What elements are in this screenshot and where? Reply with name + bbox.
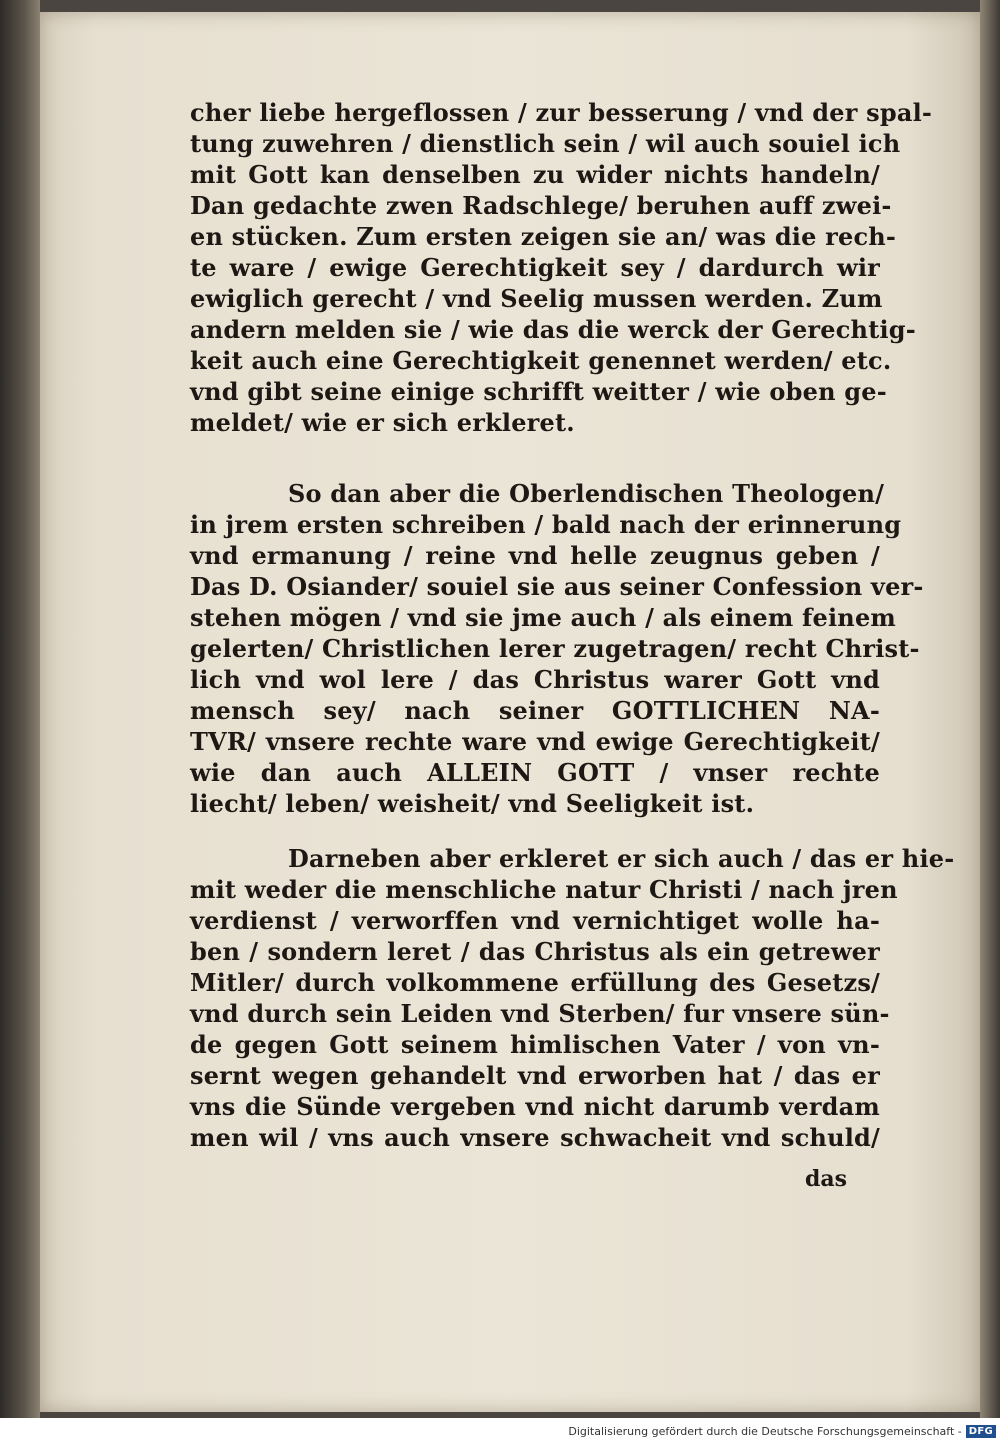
text-line: Dan gedachte zwen Radschlege/ beruhen auff zwei- xyxy=(190,191,892,220)
text-line: verdienst / verworffen vnd vernichtiget wolle ha- xyxy=(190,906,880,935)
text-line: wie dan auch ALLEIN GOTT / vnser rechte xyxy=(190,758,880,787)
text-line: sernt wegen gehandelt vnd erworben hat / das er xyxy=(190,1061,880,1090)
text-line: keit auch eine Gerechtigkeit genennet werden/ etc. xyxy=(190,346,892,375)
text-line: de gegen Gott seinem himlischen Vater / von vn- xyxy=(190,1030,880,1059)
paragraph-1 xyxy=(190,97,933,438)
text-line: meldet/ wie er sich erkleret. xyxy=(190,408,575,437)
text-line: mit Gott kan denselben zu wider nichts handeln/ xyxy=(190,160,880,189)
text-line: vnd durch sein Leiden vnd Sterben/ fur vnsere sün- xyxy=(190,999,890,1028)
book-edge xyxy=(980,0,1000,1418)
text-line: Darneben aber erkleret er sich auch / das er hie- xyxy=(288,844,955,873)
text-line: ben / sondern leret / das Christus als ein getrewer xyxy=(190,937,880,966)
book-gutter xyxy=(0,0,40,1418)
text-line: cher liebe hergeflossen / zur besserung / vnd der spal- xyxy=(190,98,933,127)
text-line: andern melden sie / wie das die werck der Gerechtig- xyxy=(190,315,916,344)
text-line: tung zuwehren / dienstlich sein / wil auch souiel ich xyxy=(190,129,901,158)
text-line: vns die Sünde vergeben vnd nicht darumb verdam xyxy=(190,1092,880,1121)
dfg-logo: DFG xyxy=(966,1425,996,1438)
text-line: liecht/ leben/ weisheit/ vnd Seeligkeit ist. xyxy=(190,789,755,818)
text-line: ewiglich gerecht / vnd Seelig mussen werden. Zum xyxy=(190,284,883,313)
digitization-credit xyxy=(0,1420,1000,1442)
text-line: So dan aber die Oberlendischen Theologen/ xyxy=(288,479,885,508)
paragraph-3 xyxy=(190,843,955,1153)
text-line: Das D. Osiander/ souiel sie aus seiner Confession ver- xyxy=(190,572,924,601)
text-line: lich vnd wol lere / das Christus warer Gott vnd xyxy=(190,665,880,694)
text-line: TVR/ vnsere rechte ware vnd ewige Gerechtigkeit/ xyxy=(190,727,880,756)
text-line: te ware / ewige Gerechtigkeit sey / dardurch wir xyxy=(190,253,880,282)
text-line: Mitler/ durch volkommene erfüllung des Gesetzs/ xyxy=(190,968,880,997)
text-line: mit weder die menschliche natur Christi / nach jren xyxy=(190,875,898,904)
text-line: en stücken. Zum ersten zeigen sie an/ was die rech- xyxy=(190,222,897,251)
text-line: in jrem ersten schreiben / bald nach der erinnerung xyxy=(190,510,902,539)
credit-text: Digitalisierung gefördert durch die Deutsche Forschungsgemeinschaft - xyxy=(568,1424,962,1438)
paragraph-2 xyxy=(190,478,924,819)
text-line: men wil / vns auch vnsere schwacheit vnd schuld/ xyxy=(190,1123,880,1152)
text-line: stehen mögen / vnd sie jme auch / als einem feinem xyxy=(190,603,897,632)
text-line: mensch sey/ nach seiner GOTTLICHEN NA- xyxy=(190,696,880,725)
text-line: vnd ermanung / reine vnd helle zeugnus geben / xyxy=(190,541,880,570)
text-line: gelerten/ Christlichen lerer zugetragen/ recht Christ- xyxy=(190,634,920,663)
text-line: vnd gibt seine einige schrifft weitter / wie oben ge- xyxy=(190,377,887,406)
catchword: das xyxy=(805,1166,848,1192)
